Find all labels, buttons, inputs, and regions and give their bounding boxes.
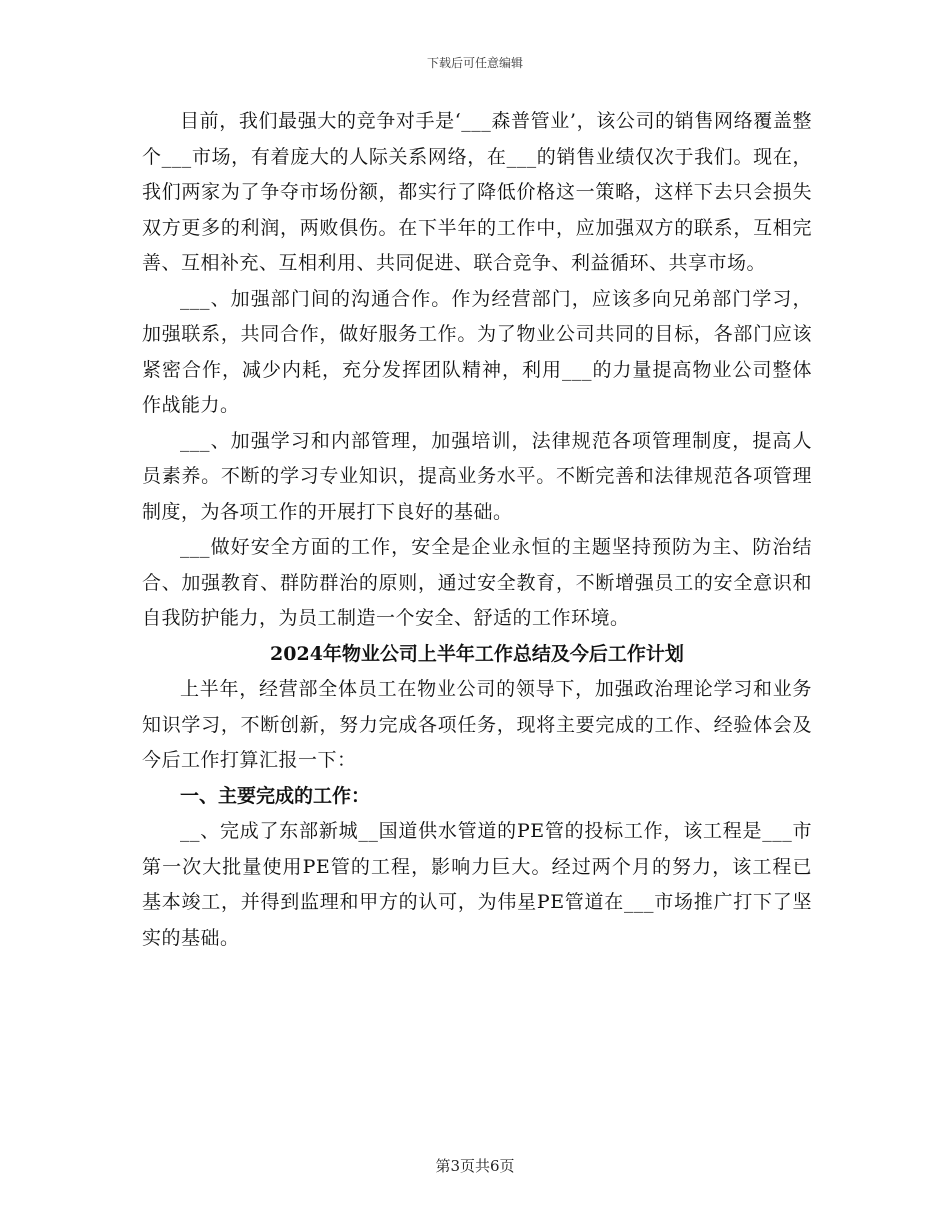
paragraph-intro: 上半年，经营部全体员工在物业公司的领导下，加强政治理论学习和业务知识学习，不断创新，努力完成各项任务，现将主要完成的工作、经验体会及今后工作打算汇报一下： [142,678,812,771]
paragraph-department-cooperation: ___、加强部门间的沟通合作。作为经营部门，应该多向兄弟部门学习，加强联系，共同合作，做好服务工作。为了物业公司共同的目标，各部门应该紧密合作，减少内耗，充分发挥团队精神，利用___的力量提高物业公司整体作战能力。 [142,287,812,416]
paragraph-competitor: 目前，我们最强大的竞争对手是‘___森普管业’，该公司的销售网络覆盖整个___市场，有着庞大的人际关系网络，在___的销售业绩仅次于我们。现在，我们两家为了争夺市场份额，都实行了降低价格这一策略，这样下去只会损失双方更多的利润，两败俱伤。在下半年的工作中，应加强双方的联系，互相完善、互相补充、互相利用、共同促进、联合竞争、利益循环、共享市场。 [142,110,812,274]
paragraph-learning-management: ___、加强学习和内部管理，加强培训，法律规范各项管理制度，提高人员素养。不断的学习专业知识，提高业务水平。不断完善和法律规范各项管理制度，为各项工作的开展打下良好的基础。 [142,429,812,523]
paragraph-pe-project: __、完成了东部新城__国道供水管道的PE管的投标工作，该工程是___市第一次大批量使用PE管的工程，影响力巨大。经过两个月的努力，该工程已基本竣工，并得到监理和甲方的认可，为伟星PE管道在___市场推广打下了坚实的基础。 [142,820,812,949]
page-number: 第3页共6页 [435,1157,515,1175]
document-title: 2024年物业公司上半年工作总结及今后工作计划 [270,642,684,665]
document-body [142,104,812,956]
section-heading: 一、主要完成的工作： [180,784,371,807]
page-header-note: 下载后可任意编辑 [426,56,523,70]
paragraph-safety: ___做好安全方面的工作，安全是企业永恒的主题坚持预防为主、防治结合、加强教育、群防群治的原则，通过安全教育，不断增强员工的安全意识和自我防护能力，为员工制造一个安全、舒适的工作环境。 [142,536,812,629]
